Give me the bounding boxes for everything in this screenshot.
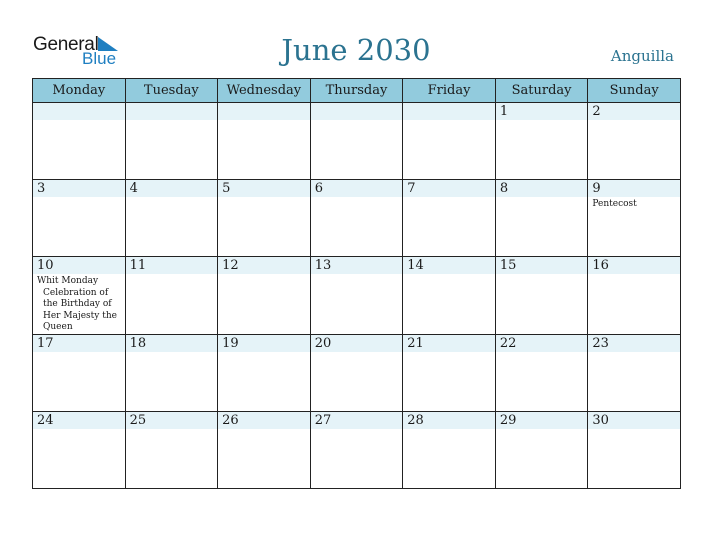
day-number: 22 (496, 335, 588, 352)
day-number: 16 (588, 257, 680, 274)
day-cell (310, 334, 403, 411)
day-cell (588, 180, 681, 257)
day-number (403, 103, 495, 120)
day-number: 15 (496, 257, 588, 274)
day-number: 27 (311, 412, 403, 429)
day-cell (588, 103, 681, 180)
day-cell (495, 180, 588, 257)
day-cell (495, 103, 588, 180)
day-number: 4 (126, 180, 218, 197)
weekday-header: Thursday (310, 79, 403, 103)
day-cell (495, 411, 588, 488)
day-number: 9 (588, 180, 680, 197)
day-cell (403, 411, 496, 488)
day-number: 28 (403, 412, 495, 429)
weekday-header: Monday (33, 79, 126, 103)
week-row (33, 180, 681, 257)
day-number: 13 (311, 257, 403, 274)
weekday-header-row (33, 79, 681, 103)
day-number (33, 103, 125, 120)
day-number: 2 (588, 103, 680, 120)
day-cell (495, 334, 588, 411)
day-cell (218, 334, 311, 411)
holiday-name: Whit Monday (37, 276, 99, 286)
day-number: 30 (588, 412, 680, 429)
day-number: 25 (126, 412, 218, 429)
day-number: 23 (588, 335, 680, 352)
day-cell (310, 103, 403, 180)
weekday-header: Saturday (495, 79, 588, 103)
day-number: 20 (311, 335, 403, 352)
logo-text-general: General (33, 34, 99, 55)
day-number: 17 (33, 335, 125, 352)
day-number (218, 103, 310, 120)
day-cell (125, 257, 218, 335)
day-cell (218, 411, 311, 488)
day-cell (125, 103, 218, 180)
day-cell (125, 411, 218, 488)
day-number: 1 (496, 103, 588, 120)
day-number (126, 103, 218, 120)
logo-text-blue: Blue (82, 49, 117, 68)
day-cell (403, 334, 496, 411)
day-cell (33, 257, 126, 335)
weekday-header: Sunday (588, 79, 681, 103)
weekday-header: Tuesday (125, 79, 218, 103)
day-number: 14 (403, 257, 495, 274)
day-cell (310, 180, 403, 257)
day-cell (125, 334, 218, 411)
country-label: Anguilla (610, 47, 674, 65)
day-cell (403, 257, 496, 335)
holiday-name: Celebration of the Birthday of Her Majesty the Queen (43, 287, 117, 332)
day-number: 19 (218, 335, 310, 352)
week-row (33, 257, 681, 335)
calendar-title: June 2030 (281, 33, 431, 67)
week-row (33, 103, 681, 180)
day-number: 26 (218, 412, 310, 429)
week-row (33, 334, 681, 411)
day-number: 10 (33, 257, 125, 274)
holiday-list (588, 197, 680, 211)
day-cell (588, 257, 681, 335)
day-cell (218, 103, 311, 180)
day-cell (310, 257, 403, 335)
holiday-list (33, 274, 125, 334)
day-cell (33, 411, 126, 488)
day-cell (218, 180, 311, 257)
day-number: 7 (403, 180, 495, 197)
day-cell (218, 257, 311, 335)
day-number (311, 103, 403, 120)
day-cell (588, 334, 681, 411)
day-cell (33, 334, 126, 411)
week-row (33, 411, 681, 488)
day-number: 3 (33, 180, 125, 197)
holiday-name: Pentecost (592, 199, 637, 209)
day-number: 6 (311, 180, 403, 197)
day-cell (495, 257, 588, 335)
calendar-grid (32, 78, 681, 489)
day-cell (33, 180, 126, 257)
day-number: 24 (33, 412, 125, 429)
day-number: 12 (218, 257, 310, 274)
day-number: 8 (496, 180, 588, 197)
day-cell (125, 180, 218, 257)
day-number: 5 (218, 180, 310, 197)
day-cell (403, 180, 496, 257)
weekday-header: Wednesday (218, 79, 311, 103)
day-cell (588, 411, 681, 488)
day-cell (403, 103, 496, 180)
day-cell (310, 411, 403, 488)
day-number: 11 (126, 257, 218, 274)
day-number: 29 (496, 412, 588, 429)
day-number: 18 (126, 335, 218, 352)
day-cell (33, 103, 126, 180)
day-number: 21 (403, 335, 495, 352)
weekday-header: Friday (403, 79, 496, 103)
